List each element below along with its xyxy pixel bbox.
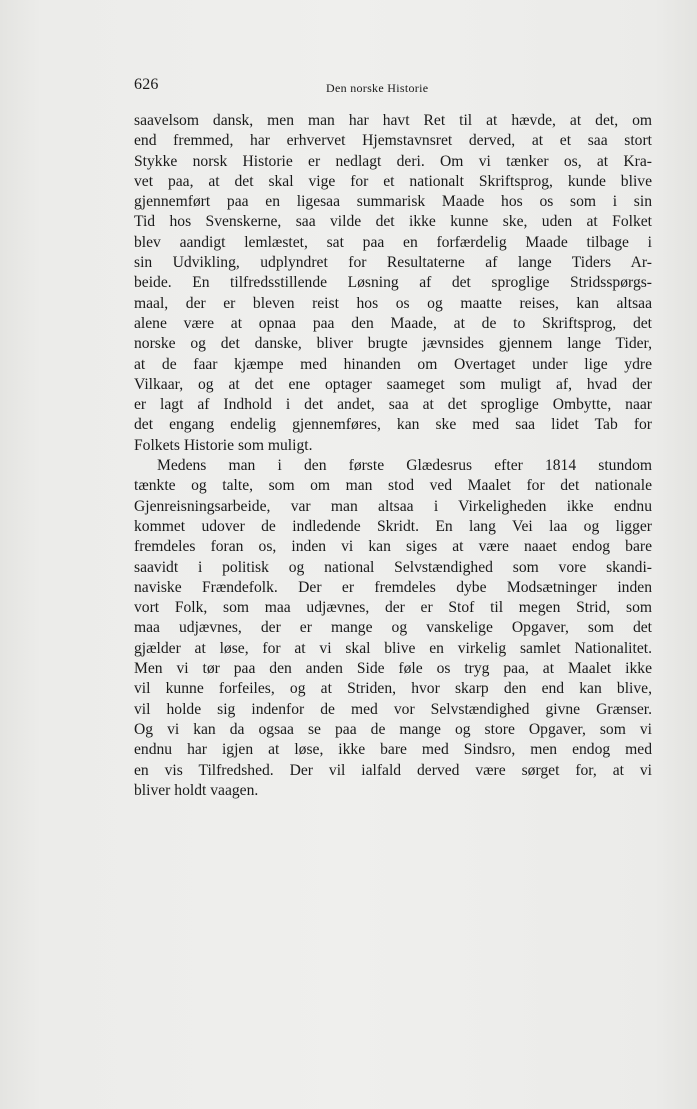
text-line: blev aandigt lemlæstet, sat paa en forfærdelig Maade tilbage i	[134, 233, 652, 251]
text-line: bliver holdt vaagen.	[134, 781, 259, 799]
text-line: endnu har igjen at løse, ikke bare med Sindsro, men endog med	[134, 741, 652, 759]
text-line: tænkte og talte, som om man stod ved Maalet for det nationale	[134, 477, 652, 495]
text-line: end fremmed, har erhvervet Hjemstavnsret derved, at et saa stort	[134, 132, 652, 150]
text-line: vil holde sig indenfor de med vor Selvstændighed givne Grænser.	[134, 700, 652, 718]
text-line: Medens man i den første Glædesrus efter 1814 stundom	[157, 457, 652, 475]
text-line: gjennemført paa en ligesaa summarisk Maade hos os som i sin	[134, 193, 652, 211]
text-line: Stykke norsk Historie er nedlagt deri. Om vi tænker os, at Kra-	[134, 152, 652, 170]
text-line: Men vi tør paa den anden Side føle os tryg paa, at Maalet ikke	[134, 660, 652, 678]
text-line: alene være at opnaa paa den Maade, at de to Skriftsprog, det	[134, 314, 652, 332]
paragraph-1	[134, 111, 652, 456]
text-line: maal, der er bleven reist hos os og maatte reises, kan altsaa	[134, 294, 652, 312]
text-line: er lagt af Indhold i det andet, saa at det sproglige Ombytte, naar	[134, 396, 652, 414]
text-line: Og vi kan da ogsaa se paa de mange og store Opgaver, som vi	[134, 720, 652, 738]
text-line: Gjenreisningsarbeide, var man altsaa i Virkeligheden ikke endnu	[134, 497, 652, 515]
page-number: 626	[134, 76, 159, 93]
text-line: norske og det danske, bliver brugte jævnsides gjennem lange Tider,	[134, 335, 652, 353]
text-line: at de faar kjæmpe med hinanden om Overtaget under lige ydre	[134, 355, 652, 373]
text-line: gjælder at løse, for at vi skal blive en virkelig samlet Nationalitet.	[134, 639, 652, 657]
text-line: vil kunne forfeiles, og at Striden, hvor skarp den end kan blive,	[134, 680, 652, 698]
text-line: vet paa, at det skal vige for et nationalt Skriftsprog, kunde blive	[134, 172, 652, 190]
text-line: naviske Frændefolk. Der er fremdeles dybe Modsætninger inden	[134, 578, 652, 596]
body-text	[134, 111, 652, 801]
text-line: en vis Tilfredshed. Der vil ialfald derved være sørget for, at vi	[134, 761, 652, 779]
running-title: Den norske Historie	[326, 81, 429, 95]
text-line: vort Folk, som maa udjævnes, der er Stof til megen Strid, som	[134, 599, 652, 617]
text-line: Tid hos Svenskerne, saa vilde det ikke kunne ske, uden at Folket	[134, 213, 652, 231]
text-line: saavidt i politisk og national Selvstændighed som vore skandi-	[134, 558, 652, 576]
paragraph-2	[134, 456, 652, 801]
text-line: kommet udover de indledende Skridt. En lang Vei laa og ligger	[134, 517, 652, 535]
text-line: Vilkaar, og at det ene optager saameget som muligt af, hvad der	[134, 375, 652, 393]
text-line: saavelsom dansk, men man har havt Ret til at hævde, at det, om	[134, 112, 652, 129]
text-line: sin Udvikling, udplyndret for Resultaterne af lange Tiders Ar-	[134, 254, 652, 272]
text-line: Folkets Historie som muligt.	[134, 436, 313, 454]
text-line: beide. En tilfredsstillende Løsning af det sproglige Stridsspørgs-	[134, 274, 652, 292]
text-line: det engang endelig gjennemføres, kan ske med saa lidet Tab for	[134, 416, 652, 434]
page-header	[134, 76, 652, 100]
text-line: maa udjævnes, der er mange og vanskelige Opgaver, som det	[134, 619, 652, 637]
text-line: fremdeles foran os, inden vi kan siges at være naaet endog bare	[134, 538, 652, 556]
